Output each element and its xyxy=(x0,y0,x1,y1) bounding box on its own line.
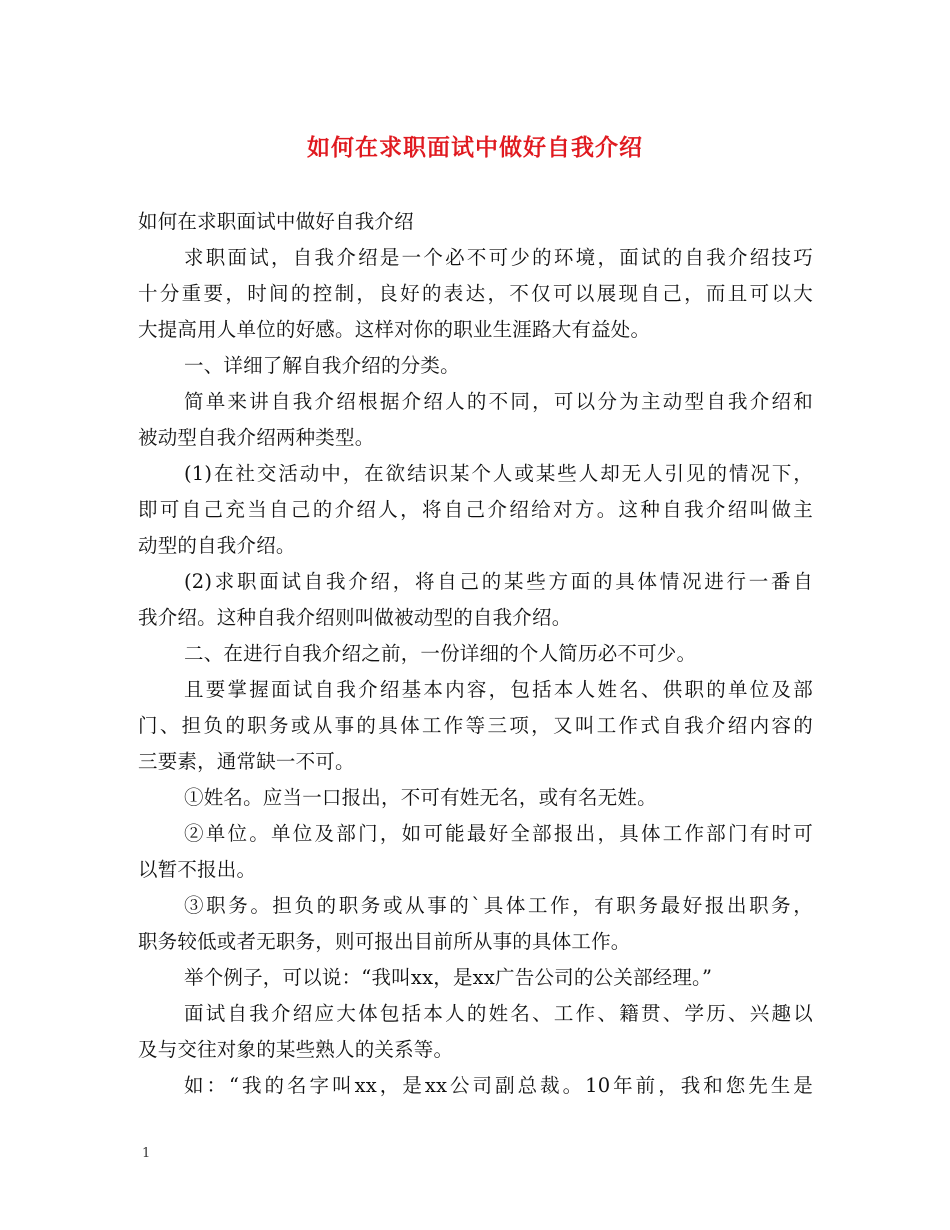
paragraph-line: 即可自己充当自己的介绍人，将自己介绍给对方。这种自我介绍叫做主 xyxy=(138,498,813,521)
paragraph-line: 二、在进行自我介绍之前，一份详细的个人简历必不可少。 xyxy=(184,642,697,665)
paragraph-line: 如何在求职面试中做好自我介绍 xyxy=(138,210,414,233)
paragraph-line: 职务较低或者无职务，则可报出目前所从事的具体工作。 xyxy=(138,930,631,953)
paragraph-line: 求职面试，自我介绍是一个必不可少的环境，面试的自我介绍技巧 xyxy=(184,246,813,269)
paragraph-line: 且要掌握面试自我介绍基本内容，包括本人姓名、供职的单位及部 xyxy=(184,678,813,701)
page-number: 1 xyxy=(142,1146,151,1161)
paragraph-line: 举个例子，可以说：“我叫xx，是xx广告公司的公关部经理。” xyxy=(184,966,713,989)
paragraph-line: 动型的自我介绍。 xyxy=(138,534,296,557)
paragraph-line: 如：“我的名字叫xx，是xx公司副总裁。10年前，我和您先生是 xyxy=(184,1074,813,1097)
document-title: 如何在求职面试中做好自我介绍 xyxy=(307,134,643,161)
paragraph-line: 简单来讲自我介绍根据介绍人的不同，可以分为主动型自我介绍和 xyxy=(184,390,813,413)
paragraph-line: 被动型自我介绍两种类型。 xyxy=(138,426,375,449)
paragraph-line: ①姓名。应当一口报出，不可有姓无名，或有名无姓。 xyxy=(184,786,657,809)
paragraph-line: 我介绍。这种自我介绍则叫做被动型的自我介绍。 xyxy=(138,606,572,629)
paragraph-line: 及与交往对象的某些熟人的关系等。 xyxy=(138,1038,454,1061)
paragraph-line: 十分重要，时间的控制，良好的表达，不仅可以展现自己，而且可以大 xyxy=(138,282,813,305)
document-body xyxy=(138,204,813,1104)
paragraph-line: 门、担负的职务或从事的具体工作等三项，又叫工作式自我介绍内容的 xyxy=(138,714,813,737)
paragraph-line: 大提高用人单位的好感。这样对你的职业生涯路大有益处。 xyxy=(138,318,651,341)
paragraph-line: ③职务。担负的职务或从事的`具体工作，有职务最好报出职务， xyxy=(184,894,813,917)
paragraph-line: 面试自我介绍应大体包括本人的姓名、工作、籍贯、学历、兴趣以 xyxy=(184,1002,813,1025)
paragraph-line: (1)在社交活动中，在欲结识某个人或某些人却无人引见的情况下， xyxy=(184,462,813,485)
paragraph-line: 三要素，通常缺一不可。 xyxy=(138,750,355,773)
paragraph-line: 一、详细了解自我介绍的分类。 xyxy=(184,354,460,377)
paragraph-line: ②单位。单位及部门，如可能最好全部报出，具体工作部门有时可 xyxy=(184,822,813,845)
paragraph-line: (2)求职面试自我介绍，将自己的某些方面的具体情况进行一番自 xyxy=(184,570,813,593)
paragraph-line: 以暂不报出。 xyxy=(138,858,257,881)
